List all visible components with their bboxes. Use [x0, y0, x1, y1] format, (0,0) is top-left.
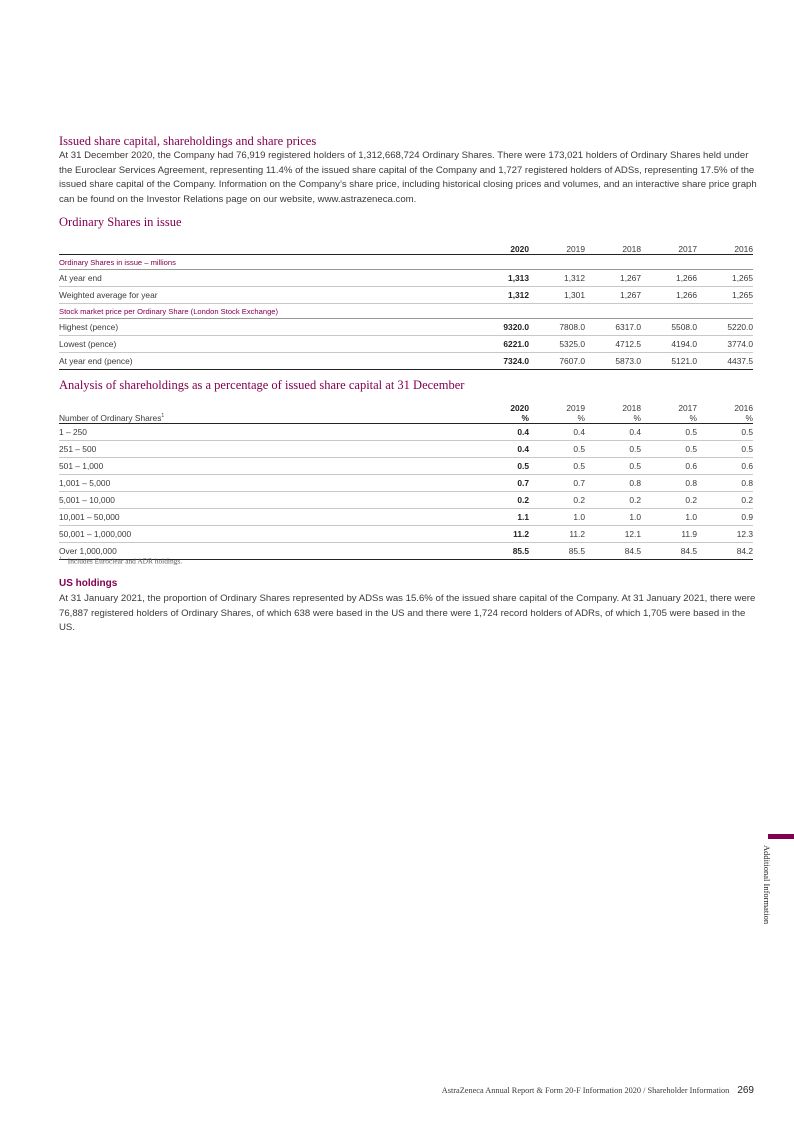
cell: 0.5 [641, 424, 697, 441]
cell: 0.9 [697, 509, 753, 526]
cell: 0.2 [697, 492, 753, 509]
table-row [59, 424, 753, 441]
cell: 9320.0 [473, 319, 529, 336]
cell: 1,312 [529, 270, 585, 287]
cell: 1.1 [473, 509, 529, 526]
cell: 1,301 [529, 287, 585, 304]
year-header: 2018 % [585, 399, 641, 424]
page-footer [442, 1085, 754, 1096]
table-row [59, 336, 753, 353]
table-header-row [59, 399, 753, 424]
footnote: $^1$ Includes Euroclear and ADR holdings. [59, 556, 183, 566]
table-row [59, 509, 753, 526]
page-number: 269 [737, 1085, 754, 1096]
cell: 0.5 [529, 458, 585, 475]
cell: 1,265 [697, 287, 753, 304]
cell: 1,267 [585, 287, 641, 304]
row-label: 1,001 – 5,000 [59, 475, 473, 492]
cell: 0.5 [697, 441, 753, 458]
table-row [59, 526, 753, 543]
ordinary-shares-heading: Ordinary Shares in issue [59, 215, 182, 229]
cell: 0.2 [529, 492, 585, 509]
cell: 4194.0 [641, 336, 697, 353]
section-row [59, 255, 753, 270]
ordinary-shares-table [59, 238, 753, 370]
analysis-heading: Analysis of shareholdings as a percentage of issued share capital at 31 December [59, 378, 465, 392]
cell: 1,266 [641, 270, 697, 287]
section-row [59, 304, 753, 319]
cell: 1,267 [585, 270, 641, 287]
cell: 84.5 [585, 543, 641, 560]
cell: 84.2 [697, 543, 753, 560]
cell: 0.5 [641, 441, 697, 458]
cell: 7607.0 [529, 353, 585, 370]
cell: 5121.0 [641, 353, 697, 370]
us-holdings-heading: US holdings [59, 578, 118, 589]
first-column-header: Number of Ordinary Shares$^1$ [59, 399, 473, 424]
cell: 0.6 [641, 458, 697, 475]
row-label: 1 – 250 [59, 424, 473, 441]
cell: 5220.0 [697, 319, 753, 336]
cell: 1.0 [641, 509, 697, 526]
cell: 4437.5 [697, 353, 753, 370]
table-row [59, 441, 753, 458]
cell: 0.4 [473, 424, 529, 441]
issued-share-capital-heading: Issued share capital, shareholdings and share prices [59, 134, 317, 148]
cell: 85.5 [473, 543, 529, 560]
cell: 1,313 [473, 270, 529, 287]
cell: 4712.5 [585, 336, 641, 353]
table-row [59, 475, 753, 492]
year-header: 2018 [585, 238, 641, 255]
cell: 11.9 [641, 526, 697, 543]
cell: 3774.0 [697, 336, 753, 353]
cell: 1,312 [473, 287, 529, 304]
row-label: 10,001 – 50,000 [59, 509, 473, 526]
row-label: 50,001 – 1,000,000 [59, 526, 473, 543]
cell: 0.2 [473, 492, 529, 509]
cell: 85.5 [529, 543, 585, 560]
cell: 6221.0 [473, 336, 529, 353]
cell: 1.0 [585, 509, 641, 526]
year-header: 2019 % [529, 399, 585, 424]
table-row [59, 270, 753, 287]
row-label: Weighted average for year [59, 287, 473, 304]
cell: 0.7 [473, 475, 529, 492]
row-label: Over 1,000,000 [59, 543, 473, 560]
row-label: Lowest (pence) [59, 336, 473, 353]
cell: 0.5 [473, 458, 529, 475]
year-header: 2017 % [641, 399, 697, 424]
row-label: At year end (pence) [59, 353, 473, 370]
cell: 12.1 [585, 526, 641, 543]
section-label: Stock market price per Ordinary Share (London Stock Exchange) [59, 304, 753, 319]
cell: 0.8 [585, 475, 641, 492]
table-row [59, 492, 753, 509]
row-label: At year end [59, 270, 473, 287]
cell: 0.4 [473, 441, 529, 458]
row-label: 501 – 1,000 [59, 458, 473, 475]
cell: 5508.0 [641, 319, 697, 336]
analysis-table [59, 399, 753, 560]
cell: 0.2 [585, 492, 641, 509]
cell: 0.5 [585, 458, 641, 475]
cell: 12.3 [697, 526, 753, 543]
cell: 1,266 [641, 287, 697, 304]
cell: 0.4 [529, 424, 585, 441]
row-label: 5,001 – 10,000 [59, 492, 473, 509]
cell: 0.5 [529, 441, 585, 458]
table-row [59, 287, 753, 304]
us-holdings-text: At 31 January 2021, the proportion of Ordinary Shares represented by ADSs was 15.6% of the issued share capital of the Company. At 31 January 2021, there were 76,887 registered holders of Ordinary Shares, of which 638 were based in the US and there were 1,724 record holders of ADRs, of which 1,705 were based in the US. [59, 593, 756, 634]
year-header: 2019 [529, 238, 585, 255]
issued-share-capital-text: At 31 December 2020, the Company had 76,919 registered holders of 1,312,668,724 Ordinary Shares. There were 173,021 holders of Ordinary Shares held under the Euroclear Services Agreement, representing 11.4% of the issued share capital of the Company and 1,727 registered holders of ADSs, representing 17.5% of the issued share capital of the Company. Information on the Company’s share price, including historical closing prices and volumes, and an interactive share price graph can be found on the Investor Relations page on our website, www.astrazeneca.com. [59, 150, 757, 205]
cell: 0.2 [641, 492, 697, 509]
table-row [59, 353, 753, 370]
year-header: 2020 % [473, 399, 529, 424]
year-header: 2016 % [697, 399, 753, 424]
row-label: 251 – 500 [59, 441, 473, 458]
year-header: 2017 [641, 238, 697, 255]
cell: 7324.0 [473, 353, 529, 370]
footer-text: AstraZeneca Annual Report & Form 20-F Information 2020 / Shareholder Information [441, 1086, 730, 1095]
cell: 1,265 [697, 270, 753, 287]
cell: 0.7 [529, 475, 585, 492]
cell: 84.5 [641, 543, 697, 560]
cell: 0.5 [697, 424, 753, 441]
cell: 0.8 [697, 475, 753, 492]
table-row [59, 319, 753, 336]
year-header: 2016 [697, 238, 753, 255]
row-label: Highest (pence) [59, 319, 473, 336]
cell: 5873.0 [585, 353, 641, 370]
side-section-label: Additional Information [762, 845, 772, 925]
cell: 6317.0 [585, 319, 641, 336]
year-header: 2020 [473, 238, 529, 255]
cell: 0.6 [697, 458, 753, 475]
cell: 1.0 [529, 509, 585, 526]
cell: 0.4 [585, 424, 641, 441]
cell: 5325.0 [529, 336, 585, 353]
cell: 11.2 [529, 526, 585, 543]
section-tab-marker [768, 834, 794, 839]
section-label: Ordinary Shares in issue – millions [59, 255, 753, 270]
table-header-row [59, 238, 753, 255]
cell: 11.2 [473, 526, 529, 543]
cell: 0.8 [641, 475, 697, 492]
cell: 7808.0 [529, 319, 585, 336]
cell: 0.5 [585, 441, 641, 458]
table-row [59, 458, 753, 475]
